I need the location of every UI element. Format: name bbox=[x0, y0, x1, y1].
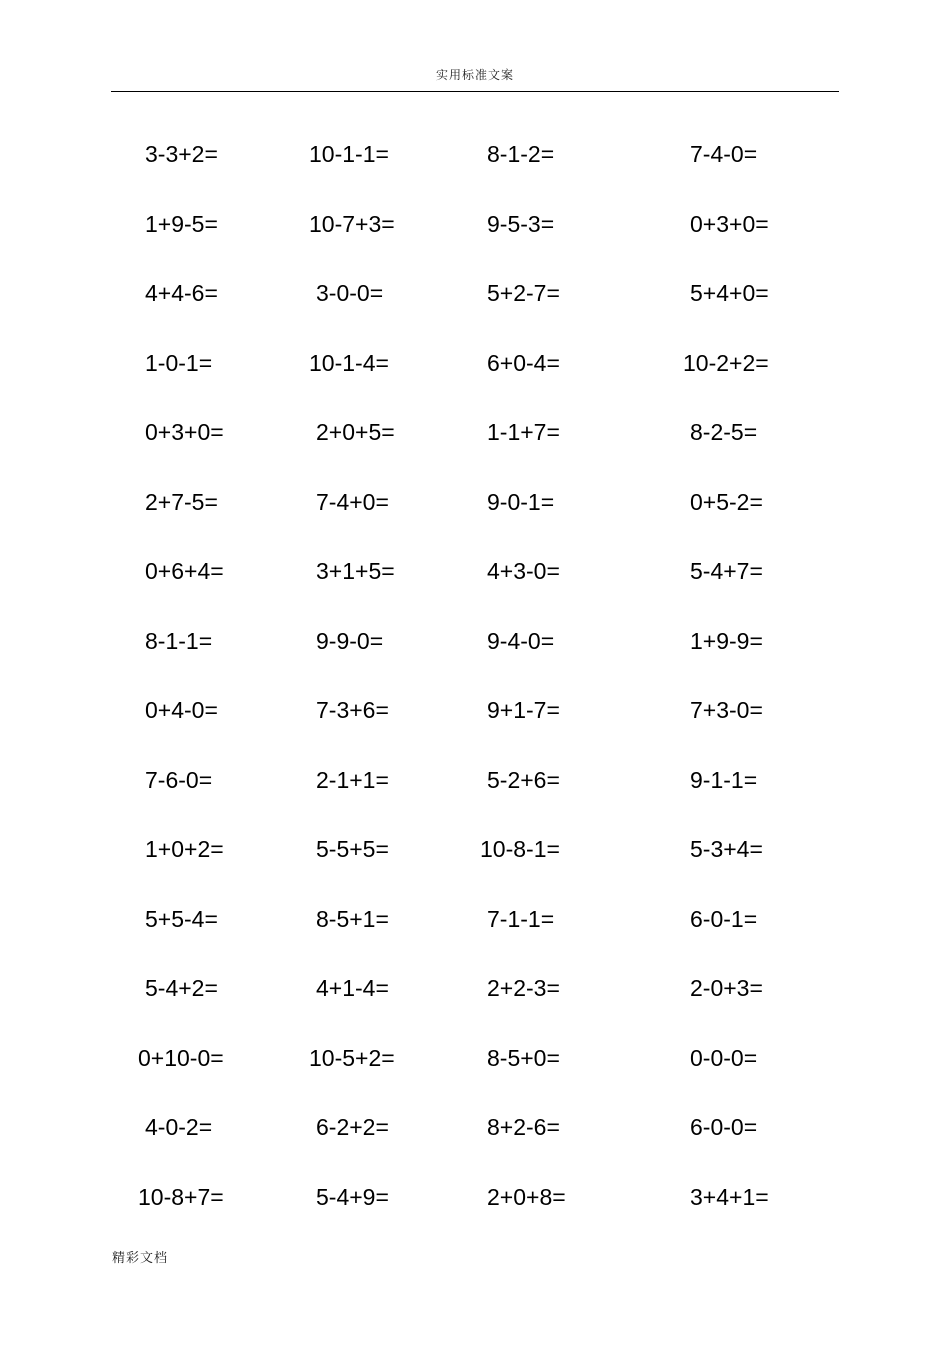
arithmetic-problem: 1+9-5= bbox=[145, 210, 218, 237]
arithmetic-problem: 0+6+4= bbox=[145, 558, 224, 584]
problem-row bbox=[0, 695, 950, 725]
arithmetic-problem: 8-1-2= bbox=[487, 141, 555, 167]
problem-row bbox=[0, 556, 950, 586]
problem-row bbox=[0, 139, 950, 169]
arithmetic-problem: 9+1-7= bbox=[487, 697, 560, 723]
arithmetic-problem: 10-2+2= bbox=[683, 349, 769, 376]
arithmetic-problem: 5-4+2= bbox=[145, 975, 218, 1001]
problem-row bbox=[0, 626, 950, 656]
arithmetic-problem: 2-0+3= bbox=[690, 975, 763, 1001]
arithmetic-problem: 3-3+2= bbox=[145, 141, 218, 167]
arithmetic-problem: 1-1+7= bbox=[487, 419, 560, 445]
arithmetic-problem: 7-4+0= bbox=[316, 488, 389, 515]
arithmetic-problem: 9-1-1= bbox=[690, 766, 758, 793]
arithmetic-problem: 9-9-0= bbox=[316, 627, 384, 654]
arithmetic-problem: 6-0-1= bbox=[690, 905, 758, 932]
arithmetic-problem: 6-0-0= bbox=[690, 1114, 758, 1140]
arithmetic-problem: 0+3+0= bbox=[145, 419, 224, 445]
problem-row bbox=[0, 348, 950, 378]
arithmetic-problem: 2+7-5= bbox=[145, 488, 218, 515]
page-footer: 精彩文档 bbox=[112, 1251, 169, 1266]
arithmetic-problem: 6-2+2= bbox=[316, 1114, 389, 1140]
arithmetic-problem: 3-0-0= bbox=[316, 280, 384, 306]
problem-row bbox=[0, 1112, 950, 1142]
arithmetic-problem: 0+3+0= bbox=[690, 210, 769, 237]
arithmetic-problem: 2-1+1= bbox=[316, 766, 389, 793]
arithmetic-problem: 2+2-3= bbox=[487, 975, 560, 1001]
arithmetic-problem: 1+0+2= bbox=[145, 836, 224, 862]
arithmetic-problem: 5-3+4= bbox=[690, 836, 763, 862]
arithmetic-problem: 8-2-5= bbox=[690, 419, 758, 445]
arithmetic-problem: 5+5-4= bbox=[145, 905, 218, 932]
arithmetic-problem: 1+9-9= bbox=[690, 627, 763, 654]
arithmetic-problem: 0+5-2= bbox=[690, 488, 763, 515]
arithmetic-problem: 10-5+2= bbox=[309, 1044, 395, 1071]
arithmetic-problem: 7-1-1= bbox=[487, 905, 555, 932]
problem-row bbox=[0, 278, 950, 308]
arithmetic-problem: 4-0-2= bbox=[145, 1114, 213, 1140]
problem-row bbox=[0, 973, 950, 1003]
arithmetic-problem: 10-7+3= bbox=[309, 210, 395, 237]
arithmetic-problem: 5+2-7= bbox=[487, 280, 560, 306]
problem-row bbox=[0, 904, 950, 934]
arithmetic-problem: 5+4+0= bbox=[690, 280, 769, 306]
problem-row bbox=[0, 765, 950, 795]
problem-row bbox=[0, 834, 950, 864]
arithmetic-problem: 10-1-1= bbox=[309, 141, 389, 167]
problem-row bbox=[0, 1043, 950, 1073]
arithmetic-problem: 10-8-1= bbox=[480, 836, 560, 862]
problem-row bbox=[0, 209, 950, 239]
arithmetic-problem: 7-4-0= bbox=[690, 141, 758, 167]
arithmetic-problem: 4+1-4= bbox=[316, 975, 389, 1001]
arithmetic-problem: 10-8+7= bbox=[138, 1183, 224, 1210]
arithmetic-problem: 4+4-6= bbox=[145, 280, 218, 306]
arithmetic-problem: 0+4-0= bbox=[145, 697, 218, 723]
arithmetic-problem: 5-4+7= bbox=[690, 558, 763, 584]
arithmetic-problem: 7-3+6= bbox=[316, 697, 389, 723]
arithmetic-problem: 9-0-1= bbox=[487, 488, 555, 515]
page-header: 实用标准文案 bbox=[435, 68, 514, 82]
arithmetic-problem: 8-5+0= bbox=[487, 1044, 560, 1071]
arithmetic-problem: 0-0-0= bbox=[690, 1044, 758, 1071]
arithmetic-problem: 10-1-4= bbox=[309, 349, 389, 376]
arithmetic-problem: 6+0-4= bbox=[487, 349, 560, 376]
arithmetic-problem: 4+3-0= bbox=[487, 558, 560, 584]
arithmetic-problem: 0+10-0= bbox=[138, 1044, 224, 1071]
arithmetic-problem: 1-0-1= bbox=[145, 349, 213, 376]
arithmetic-problem: 5-5+5= bbox=[316, 836, 389, 862]
arithmetic-problem: 8+2-6= bbox=[487, 1114, 560, 1140]
arithmetic-problem: 5-2+6= bbox=[487, 766, 560, 793]
arithmetic-problem: 9-4-0= bbox=[487, 627, 555, 654]
arithmetic-problem: 7-6-0= bbox=[145, 766, 213, 793]
arithmetic-problem: 8-1-1= bbox=[145, 627, 213, 654]
problem-row bbox=[0, 1182, 950, 1212]
arithmetic-problem: 8-5+1= bbox=[316, 905, 389, 932]
arithmetic-problem: 3+4+1= bbox=[690, 1183, 769, 1210]
arithmetic-problem: 2+0+8= bbox=[487, 1183, 566, 1210]
problem-row bbox=[0, 417, 950, 447]
arithmetic-problem: 7+3-0= bbox=[690, 697, 763, 723]
arithmetic-problem: 9-5-3= bbox=[487, 210, 555, 237]
arithmetic-problem: 3+1+5= bbox=[316, 558, 395, 584]
arithmetic-problem: 5-4+9= bbox=[316, 1183, 389, 1210]
arithmetic-problem: 2+0+5= bbox=[316, 419, 395, 445]
problem-row bbox=[0, 487, 950, 517]
